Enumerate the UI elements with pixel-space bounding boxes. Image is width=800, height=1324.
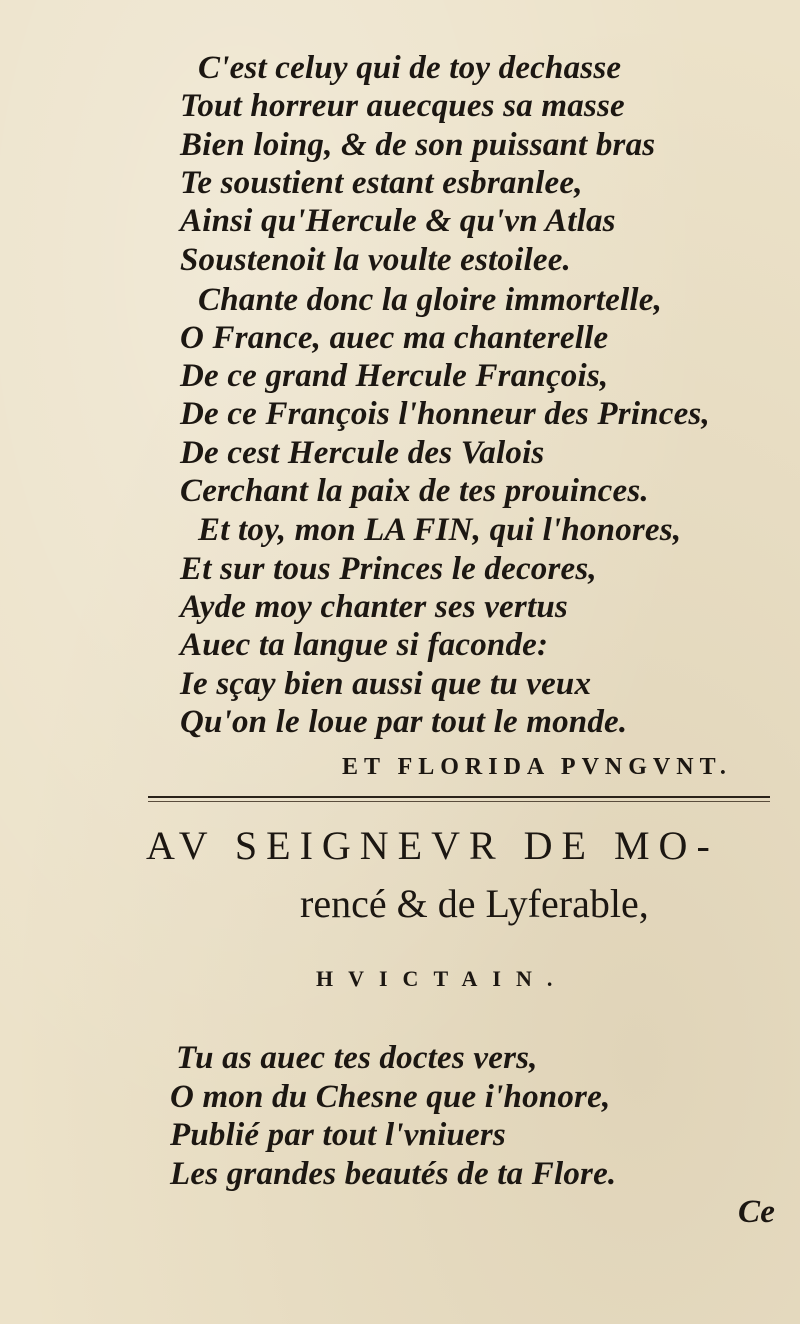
verse-line: Tout horreur auecques sa masse (180, 88, 625, 124)
catchword: Ce (738, 1194, 776, 1230)
verse-line: Publié par tout l'vniuers (170, 1117, 506, 1153)
verse-line: Ainsi qu'Hercule & qu'vn Atlas (180, 203, 616, 239)
verse-line: Et toy, mon LA FIN, qui l'honores, (198, 512, 682, 548)
separator-rule-thin (148, 801, 770, 802)
poem-heading-continuation: rencé & de Lyferable, (300, 881, 649, 926)
verse-line: Ie sçay bien aussi que tu veux (180, 666, 592, 702)
verse-line: Ayde moy chanter ses vertus (180, 589, 568, 625)
verse-line: Tu as auec tes doctes vers, (176, 1040, 538, 1076)
verse-line: Et sur tous Princes le decores, (180, 551, 597, 587)
verse-line: De ce François l'honneur des Princes, (180, 396, 710, 432)
verse-line: O France, auec ma chanterelle (180, 320, 609, 356)
verse-line: Soustenoit la voulte estoilee. (180, 242, 571, 278)
verse-line: C'est celuy qui de toy dechasse (198, 50, 622, 86)
verse-line: Bien loing, & de son puissant bras (180, 127, 656, 163)
motto: ET FLORIDA PVNGVNT. (342, 754, 732, 780)
verse-line: Chante donc la gloire immortelle, (198, 282, 663, 318)
verse-line: De cest Hercule des Valois (180, 435, 545, 471)
separator-rule (148, 796, 770, 798)
verse-line: Auec ta langue si faconde: (180, 627, 549, 663)
poem-heading: AV SEIGNEVR DE MO- (146, 823, 719, 868)
verse-line: O mon du Chesne que i'honore, (170, 1079, 611, 1115)
verse-line: Cerchant la paix de tes prouinces. (180, 473, 649, 509)
verse-line: Les grandes beautés de ta Flore. (170, 1156, 617, 1192)
poem-subheading: HVICTAIN. (316, 966, 568, 991)
verse-line: Te soustient estant esbranlee, (180, 165, 583, 201)
verse-line: De ce grand Hercule François, (180, 358, 609, 394)
verse-line: Qu'on le loue par tout le monde. (180, 704, 628, 740)
